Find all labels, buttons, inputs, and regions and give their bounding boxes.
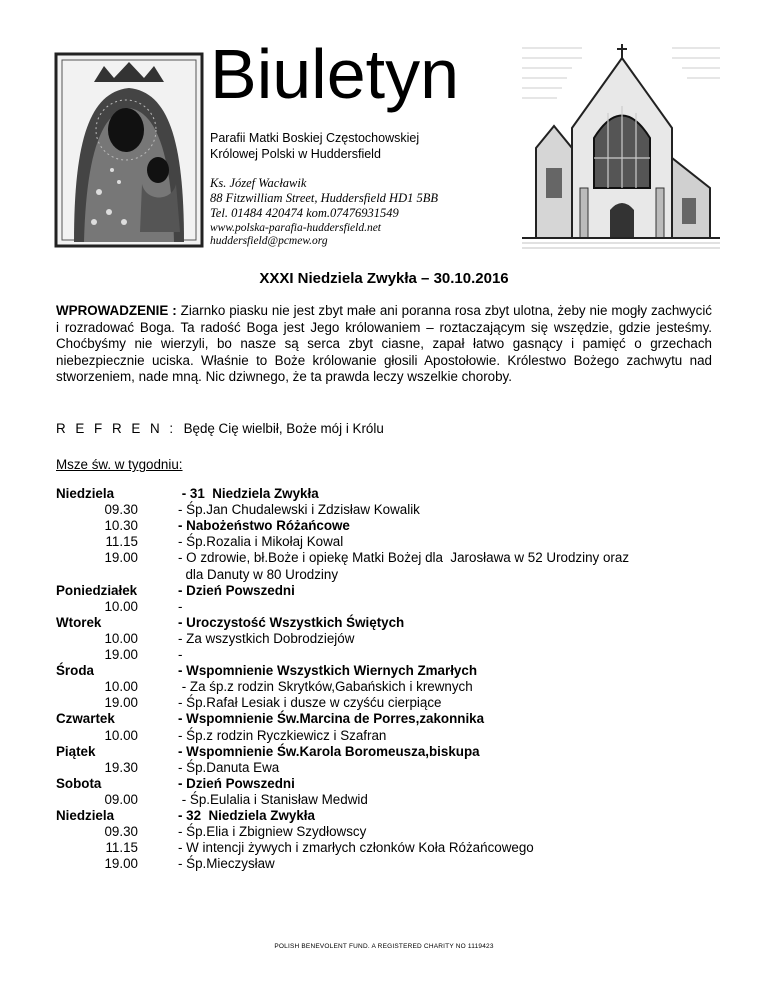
schedule-day: Niedziela — [56, 808, 115, 823]
schedule-intention: - — [178, 647, 183, 662]
schedule-time: 09.30 — [104, 824, 138, 840]
schedule-time: 10.00 — [104, 630, 138, 646]
refrain-line — [56, 421, 384, 436]
schedule-intention: - Dzień Powszedni — [178, 775, 295, 791]
parish-email-link[interactable]: huddersfield@pcmew.org — [210, 235, 328, 247]
schedule-intention: - Wspomnienie Wszystkich Wiernych Zmarłych — [178, 663, 478, 679]
schedule-time: 11.15 — [105, 840, 138, 856]
schedule-time: 09.30 — [104, 502, 138, 518]
schedule-time: 19.00 — [104, 856, 138, 872]
schedule-time: 09.00 — [104, 791, 138, 807]
schedule-intention: - — [178, 598, 183, 614]
introduction-paragraph — [56, 303, 712, 386]
schedule-intention: - Za wszystkich Dobrodziejów — [178, 630, 355, 646]
masses-section-title: Msze św. w tygodniu: — [56, 457, 183, 472]
madonna-icon-image — [54, 52, 204, 248]
schedule-time: 10.00 — [104, 679, 138, 695]
schedule-time: 10.00 — [104, 727, 138, 743]
refrain-text: Będę Cię wielbił, Boże mój i Królu — [183, 421, 384, 436]
schedule-intention: - Wspomnienie Św.Marcina de Porres,zakonnika — [178, 711, 485, 727]
charity-footer: POLISH BENEVOLENT FUND. A REGISTERED CHARITY NO 1119423 — [274, 943, 494, 950]
schedule-day: Wtorek — [56, 614, 102, 630]
schedule-intention: - Śp.Danuta Ewa — [178, 759, 280, 775]
schedule-intention: - Śp.Jan Chudalewski i Zdzisław Kowalik — [178, 502, 420, 518]
parish-phone: Tel. 01484 420474 kom.07476931549 — [210, 206, 399, 220]
schedule-intention: - Śp.Rafał Lesiak i dusze w czyśću cierpiące — [178, 695, 442, 711]
schedule-intention: - Śp.Rozalia i Mikołaj Kowal — [178, 534, 344, 550]
parish-name-line1: Parafii Matki Boskiej Częstochowskiej — [210, 131, 420, 145]
schedule-intention: - Wspomnienie Św.Karola Boromeusza,biskupa — [178, 743, 480, 759]
schedule-intention: - 31 Niedziela Zwykła — [178, 486, 319, 501]
schedule-intention: - W intencji żywych i zmarłych członków Koła Różańcowego — [178, 840, 534, 856]
refrain-label: R E F R E N : — [56, 421, 177, 436]
schedule-intention: - Śp.z rodzin Ryczkiewicz i Szafran — [178, 727, 387, 743]
parish-name-line2: Królowej Polski w Huddersfield — [210, 147, 381, 161]
parish-address: 88 Fitzwilliam Street, Huddersfield HD1 5BB — [210, 191, 438, 205]
schedule-time: 19.00 — [104, 550, 138, 566]
schedule-intention: - Śp.Eulalia i Stanisław Medwid — [178, 791, 368, 807]
schedule-intention: dla Danuty w 80 Urodziny — [178, 566, 339, 582]
schedule-day: Poniedziałek — [56, 582, 138, 598]
schedule-intention: - 32 Niedziela Zwykła — [178, 808, 315, 823]
schedule-time: 10.30 — [104, 518, 138, 534]
schedule-day: Sobota — [56, 775, 102, 791]
schedule-intention: - Za śp.z rodzin Skrytków,Gabańskich i krewnych — [178, 679, 473, 695]
schedule-time: 19.00 — [104, 647, 138, 662]
introduction-text: Ziarnko piasku nie jest zbyt małe ani poranna rosa zbyt ulotna, żeby nie mogły zachwycić i rozradować Boga. Ta radość Boga jest Jego królowaniem – roztaczającym się wszędzie, gdzie jesteśmy. Choćbyśmy nie wierzyli, bo nasze są serca zbyt ciasne, zapał łatwo gasnący i pamięć o grzechach niebezpiecznie uciska. Właśnie to Boże królowanie głosili Apostołowie. Królestwo Bożego zachwytu nad stworzeniem, nade mną. Nic dziwnego, że ta prawda leczy wszelkie choroby. — [56, 303, 712, 385]
schedule-time: 11.15 — [105, 534, 138, 550]
schedule-time: 19.30 — [104, 759, 138, 775]
schedule-intention: - Nabożeństwo Różańcowe — [178, 518, 350, 534]
priest-name: Ks. Józef Wacławik — [210, 176, 307, 190]
church-image — [522, 38, 720, 250]
schedule-day: Piątek — [56, 743, 96, 759]
schedule-day: Niedziela — [56, 486, 115, 501]
bulletin-title: Biuletyn — [210, 35, 460, 113]
schedule-intention: - Dzień Powszedni — [178, 582, 295, 598]
schedule-intention: - Śp.Mieczysław — [178, 856, 275, 872]
schedule-time: 19.00 — [104, 695, 138, 711]
schedule-intention: - Uroczystość Wszystkich Świętych — [178, 614, 405, 630]
schedule-day: Środa — [56, 663, 94, 679]
sunday-heading: XXXI Niedziela Zwykła – 30.10.2016 — [259, 270, 509, 287]
schedule-time: 10.00 — [104, 598, 138, 614]
parish-website-link[interactable]: www.polska-parafia-huddersfield.net — [210, 222, 382, 234]
schedule-intention: - O zdrowie, bł.Boże i opiekę Matki Bożej dla Jarosława w 52 Urodziny oraz — [178, 550, 630, 566]
schedule-day: Czwartek — [56, 711, 115, 727]
schedule-intention: - Śp.Elia i Zbigniew Szydłowscy — [178, 824, 367, 840]
introduction-label: WPROWADZENIE : — [56, 303, 177, 318]
